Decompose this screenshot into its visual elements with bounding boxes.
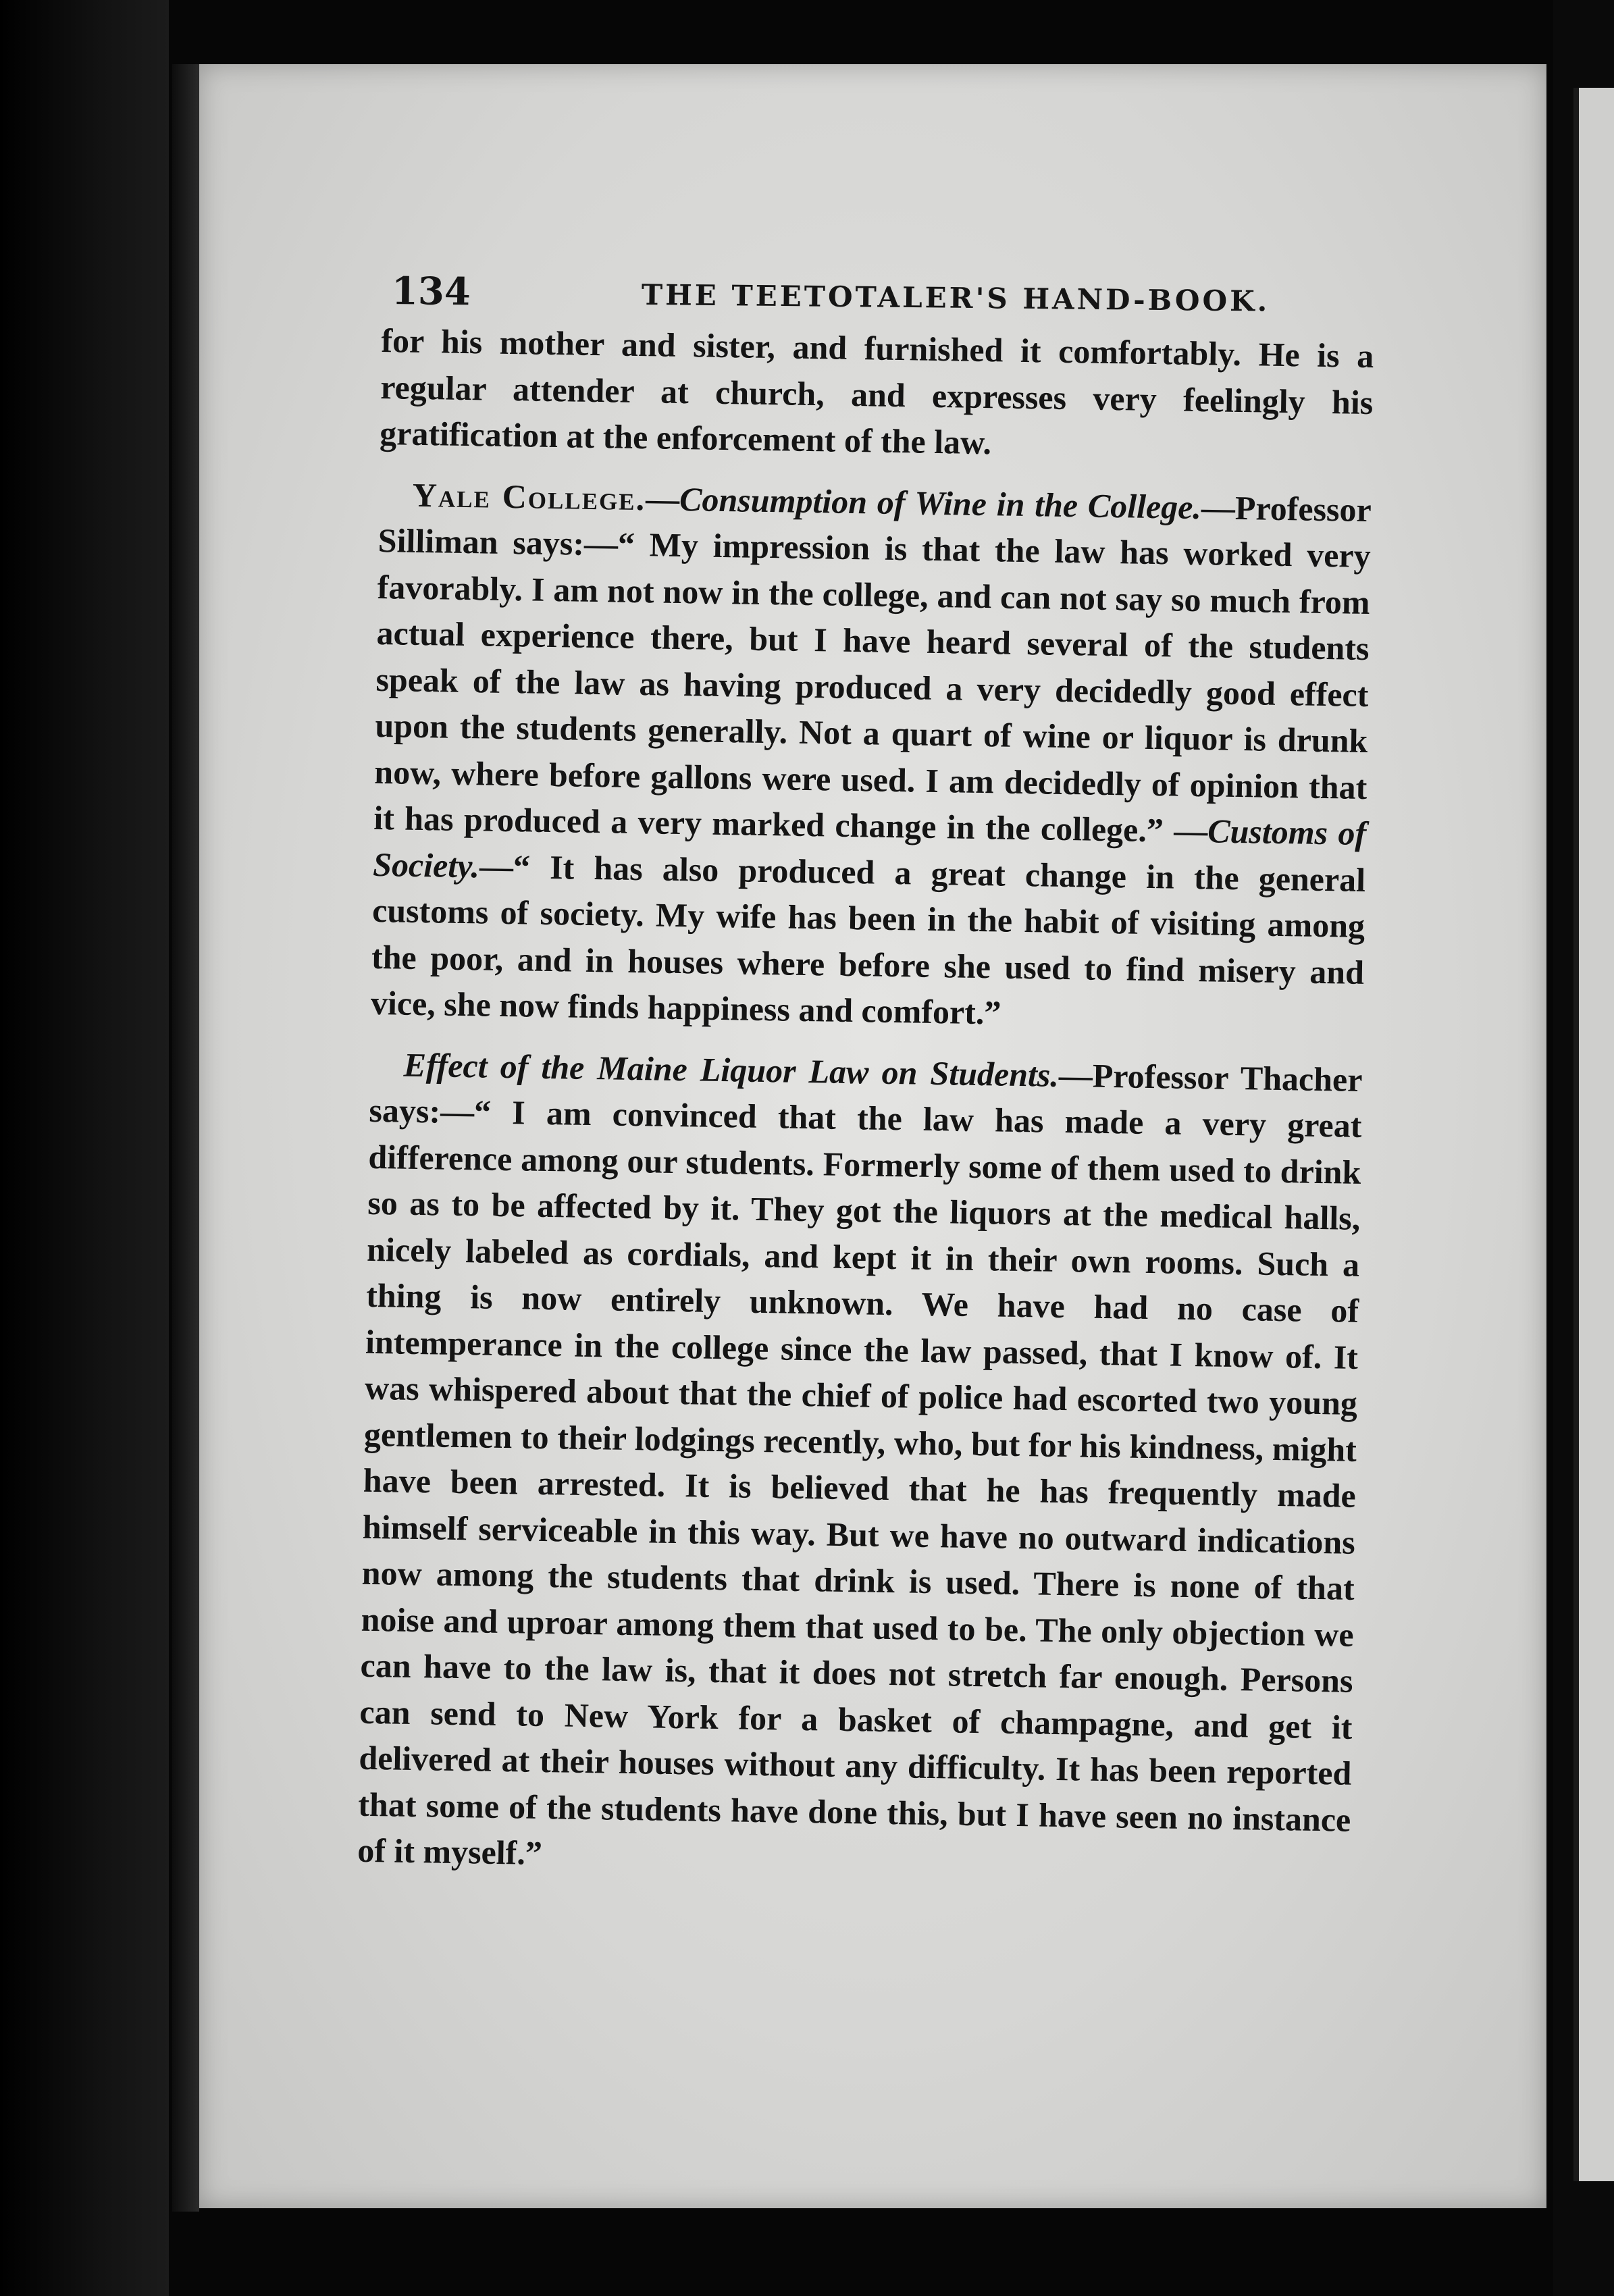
paragraph-yale-college	[371, 471, 1372, 1041]
film-edge-left	[0, 0, 169, 2296]
paragraph-continuation: for his mother and sister, and furnished it comfortably. He is a regular attender at church, and expresses very feelingly his gratification at the enforcement of the law.	[379, 321, 1374, 462]
subheading-customs-of-society: Customs of Society.	[372, 812, 1367, 885]
paragraph-maine-law-students	[357, 1041, 1363, 1889]
running-title: THE TEETOTALER'S HAND-BOOK.	[641, 278, 1270, 318]
thacher-quote: —Professor Thacher says:—“ I am convinced that the law has made a very great difference among our students. Formerly some of them used to drink so as to be affected by it. They got the liquors at the medical halls, nicely labeled as cordials, and kept it in their own rooms. Such a thing is now entirely unknown. We have had no case of intemperance in the college since the law passed, that I know of. It was whispered about that the chief of police had escorted two young gentlemen to their lodgings recently, who, but for his kindness, might have been arrested. It is believed that he has frequently made himself serviceable in this way. But we have no outward indications now among the students that drink is used. There is none of that noise and uproar among them that used to be. The only objection we can have to the law is, that it does not stretch far enough. Persons can send to New York for a basket of champagne, and get it delivered at their houses without any difficulty. It has been reported that some of the students have done this, but I have seen no instance of it myself.”	[357, 1055, 1363, 1873]
section-heading-yale-college: Yale College.	[412, 475, 646, 517]
silliman-quote: —Professor Silliman says:—“ My impression is that the law has worked very favorably. I am not now in the college, and can not say so much from actual experience there, but I have heard several of the students speak of the law as having produced a very decidedly good effect upon the students generally. Not a quart of wine or liquor is drunk now, where before gallons were used. I am decidedly of opinion that it has produced a very marked change in the college.” —	[373, 488, 1372, 850]
customs-quote: —“ It has also produced a great change in the general customs of society. My wife has been in the habit of visiting among the poor, and in houses where before she used to find misery and vice, she now finds happiness and comfort.”	[370, 846, 1366, 1032]
body-text	[357, 317, 1374, 1889]
subheading-effect-maine-law: Effect of the Maine Liquor Law on Students.	[403, 1045, 1060, 1094]
subheading-consumption-of-wine: Consumption of Wine in the College.	[679, 479, 1202, 526]
facing-page-edge	[1573, 88, 1614, 2181]
heading-dash: —	[645, 479, 680, 518]
page-number: 134	[391, 269, 471, 315]
spine-shadow	[172, 64, 199, 2212]
